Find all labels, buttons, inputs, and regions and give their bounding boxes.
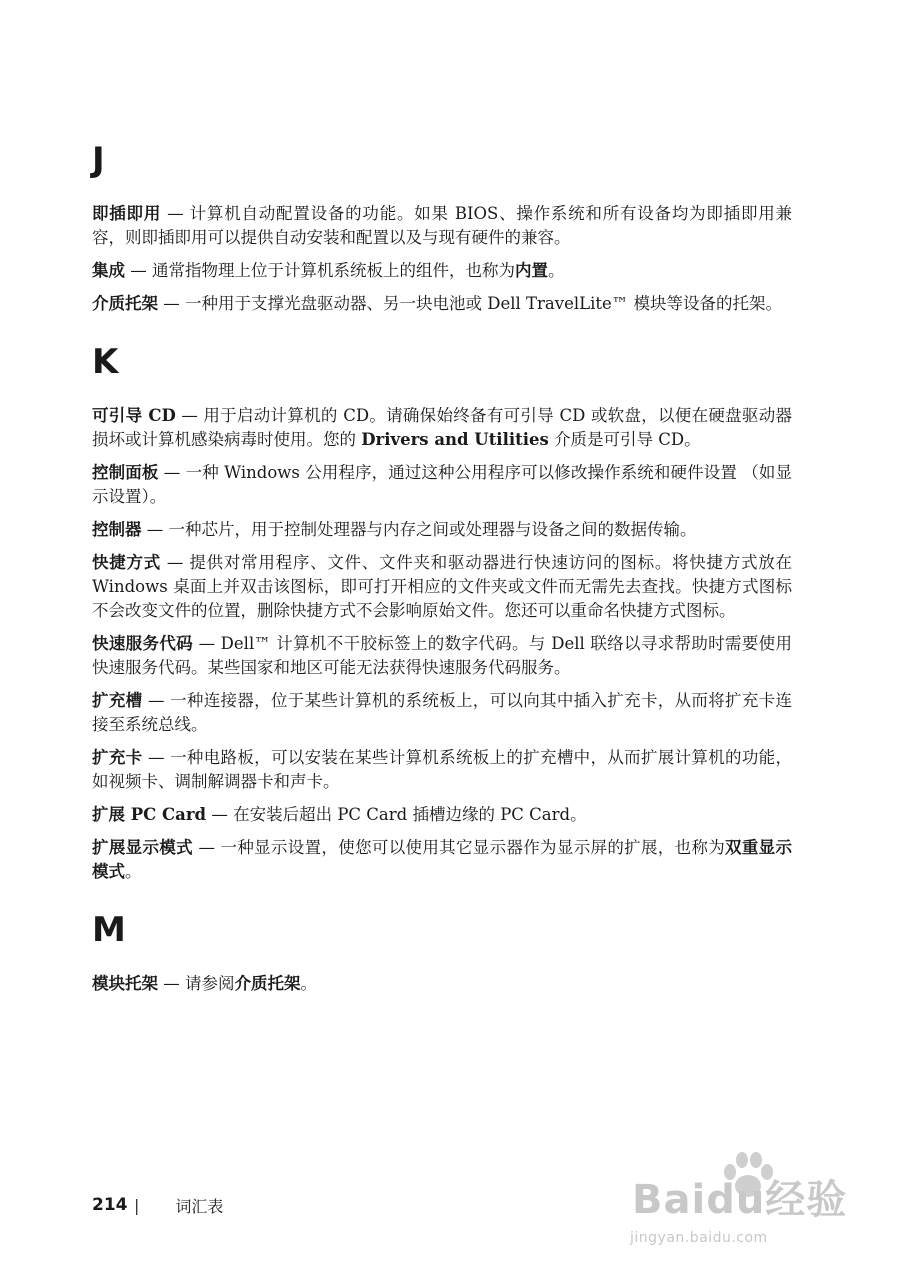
glossary-entry [92,518,792,542]
entry-term: 控制器 [92,520,142,539]
glossary-entry [92,836,792,884]
entry-term: 控制面板 [92,463,159,482]
section-letter: K [92,342,119,382]
entry-tail: 。 [125,862,142,881]
entry-term: 扩展 PC Card [92,805,207,824]
entry-text: — 一种 Windows 公用程序，通过这种公用程序可以修改操作系统和硬件设置 （如显示设置）。 [92,463,792,506]
entry-tail: 。 [300,974,317,993]
section-letter: M [92,910,126,950]
watermark-url: jingyan.baidu.com [630,1230,768,1246]
page-footer [92,1190,223,1220]
entry-text: — 一种连接器，位于某些计算机的系统板上，可以向其中插入扩充卡，从而将扩充卡连接至系统总线。 [92,691,792,734]
glossary-content [92,140,792,1022]
glossary-entry [92,292,792,316]
entry-text: — 用于启动计算机的 CD。请确保始终备有可引导 CD 或软盘，以便在硬盘驱动器损坏或计算机感染病毒时使用。您的 [92,406,792,449]
section-j [92,140,792,316]
entry-text: — 通常指物理上位于计算机系统板上的组件，也称为 [125,261,515,280]
glossary-entry [92,803,792,827]
entry-reference: 介质托架 [234,974,301,993]
glossary-entry [92,404,792,452]
baidu-watermark [622,1150,862,1260]
entry-text: — 一种芯片，用于控制处理器与内存之间或处理器与设备之间的数据传输。 [141,520,697,539]
entry-tail: 介质是可引导 CD。 [548,430,701,449]
entry-term: 集成 [92,261,125,280]
section-k [92,342,792,884]
entry-text: — 计算机自动配置设备的功能。如果 BIOS、操作系统和所有设备均为即插即用兼容，则即插即用可以提供自动安装和配置以及与现有硬件的兼容。 [92,204,792,247]
entry-term: 介质托架 [92,294,158,313]
entry-text: — 一种电路板，可以安装在某些计算机系统板上的扩充槽中，从而扩展计算机的功能，如视频卡、调制解调器卡和声卡。 [92,748,792,791]
entry-term: 可引导 CD [92,406,176,425]
entry-term: 扩展显示模式 [92,838,193,857]
entry-text: — 提供对常用程序、文件、文件夹和驱动器进行快速访问的图标。将快捷方式放在 Windows 桌面上并双击该图标，即可打开相应的文件夹或文件而无需先去查找。快捷方式图标不会改变文件的位置，删除快捷方式不会影响原始文件。您还可以重命名快捷方式图标。 [92,553,792,620]
footer-separator: | [134,1195,140,1215]
section-letter: J [92,140,105,180]
glossary-entry [92,689,792,737]
glossary-entry [92,551,792,623]
glossary-entry [92,972,792,996]
watermark-logo: Baidu经验 [632,1177,848,1223]
glossary-entry [92,259,792,283]
page-number: 214 [92,1195,128,1215]
entry-term: 扩充卡 [92,748,143,767]
entry-reference: 双重显示模式 [92,838,792,881]
entry-term: 快速服务代码 [92,634,194,653]
entry-text: — 一种用于支撑光盘驱动器、另一块电池或 Dell TravelLite™ 模块等设备的托架。 [158,294,782,313]
entry-reference: 内置 [515,261,548,280]
section-m [92,910,792,996]
glossary-entry [92,746,792,794]
entry-term: 模块托架 [92,974,158,993]
chapter-title: 词汇表 [175,1196,224,1216]
entry-term: 快捷方式 [92,553,161,572]
entry-term: 即插即用 [92,204,162,223]
glossary-entry [92,202,792,250]
entry-text: — 请参阅 [158,974,235,993]
entry-reference: Drivers and Utilities [361,430,549,449]
entry-term: 扩充槽 [92,691,143,710]
entry-text: — Dell™ 计算机不干胶标签上的数字代码。与 Dell 联络以寻求帮助时需要使用快速服务代码。某些国家和地区可能无法获得快速服务代码服务。 [92,634,793,677]
entry-tail: 。 [548,261,565,280]
glossary-entry [92,632,792,680]
glossary-entry [92,461,792,509]
entry-text: — 一种显示设置，使您可以使用其它显示器作为显示屏的扩展，也称为 [192,838,726,857]
entry-text: — 在安装后超出 PC Card 插槽边缘的 PC Card。 [206,805,587,824]
